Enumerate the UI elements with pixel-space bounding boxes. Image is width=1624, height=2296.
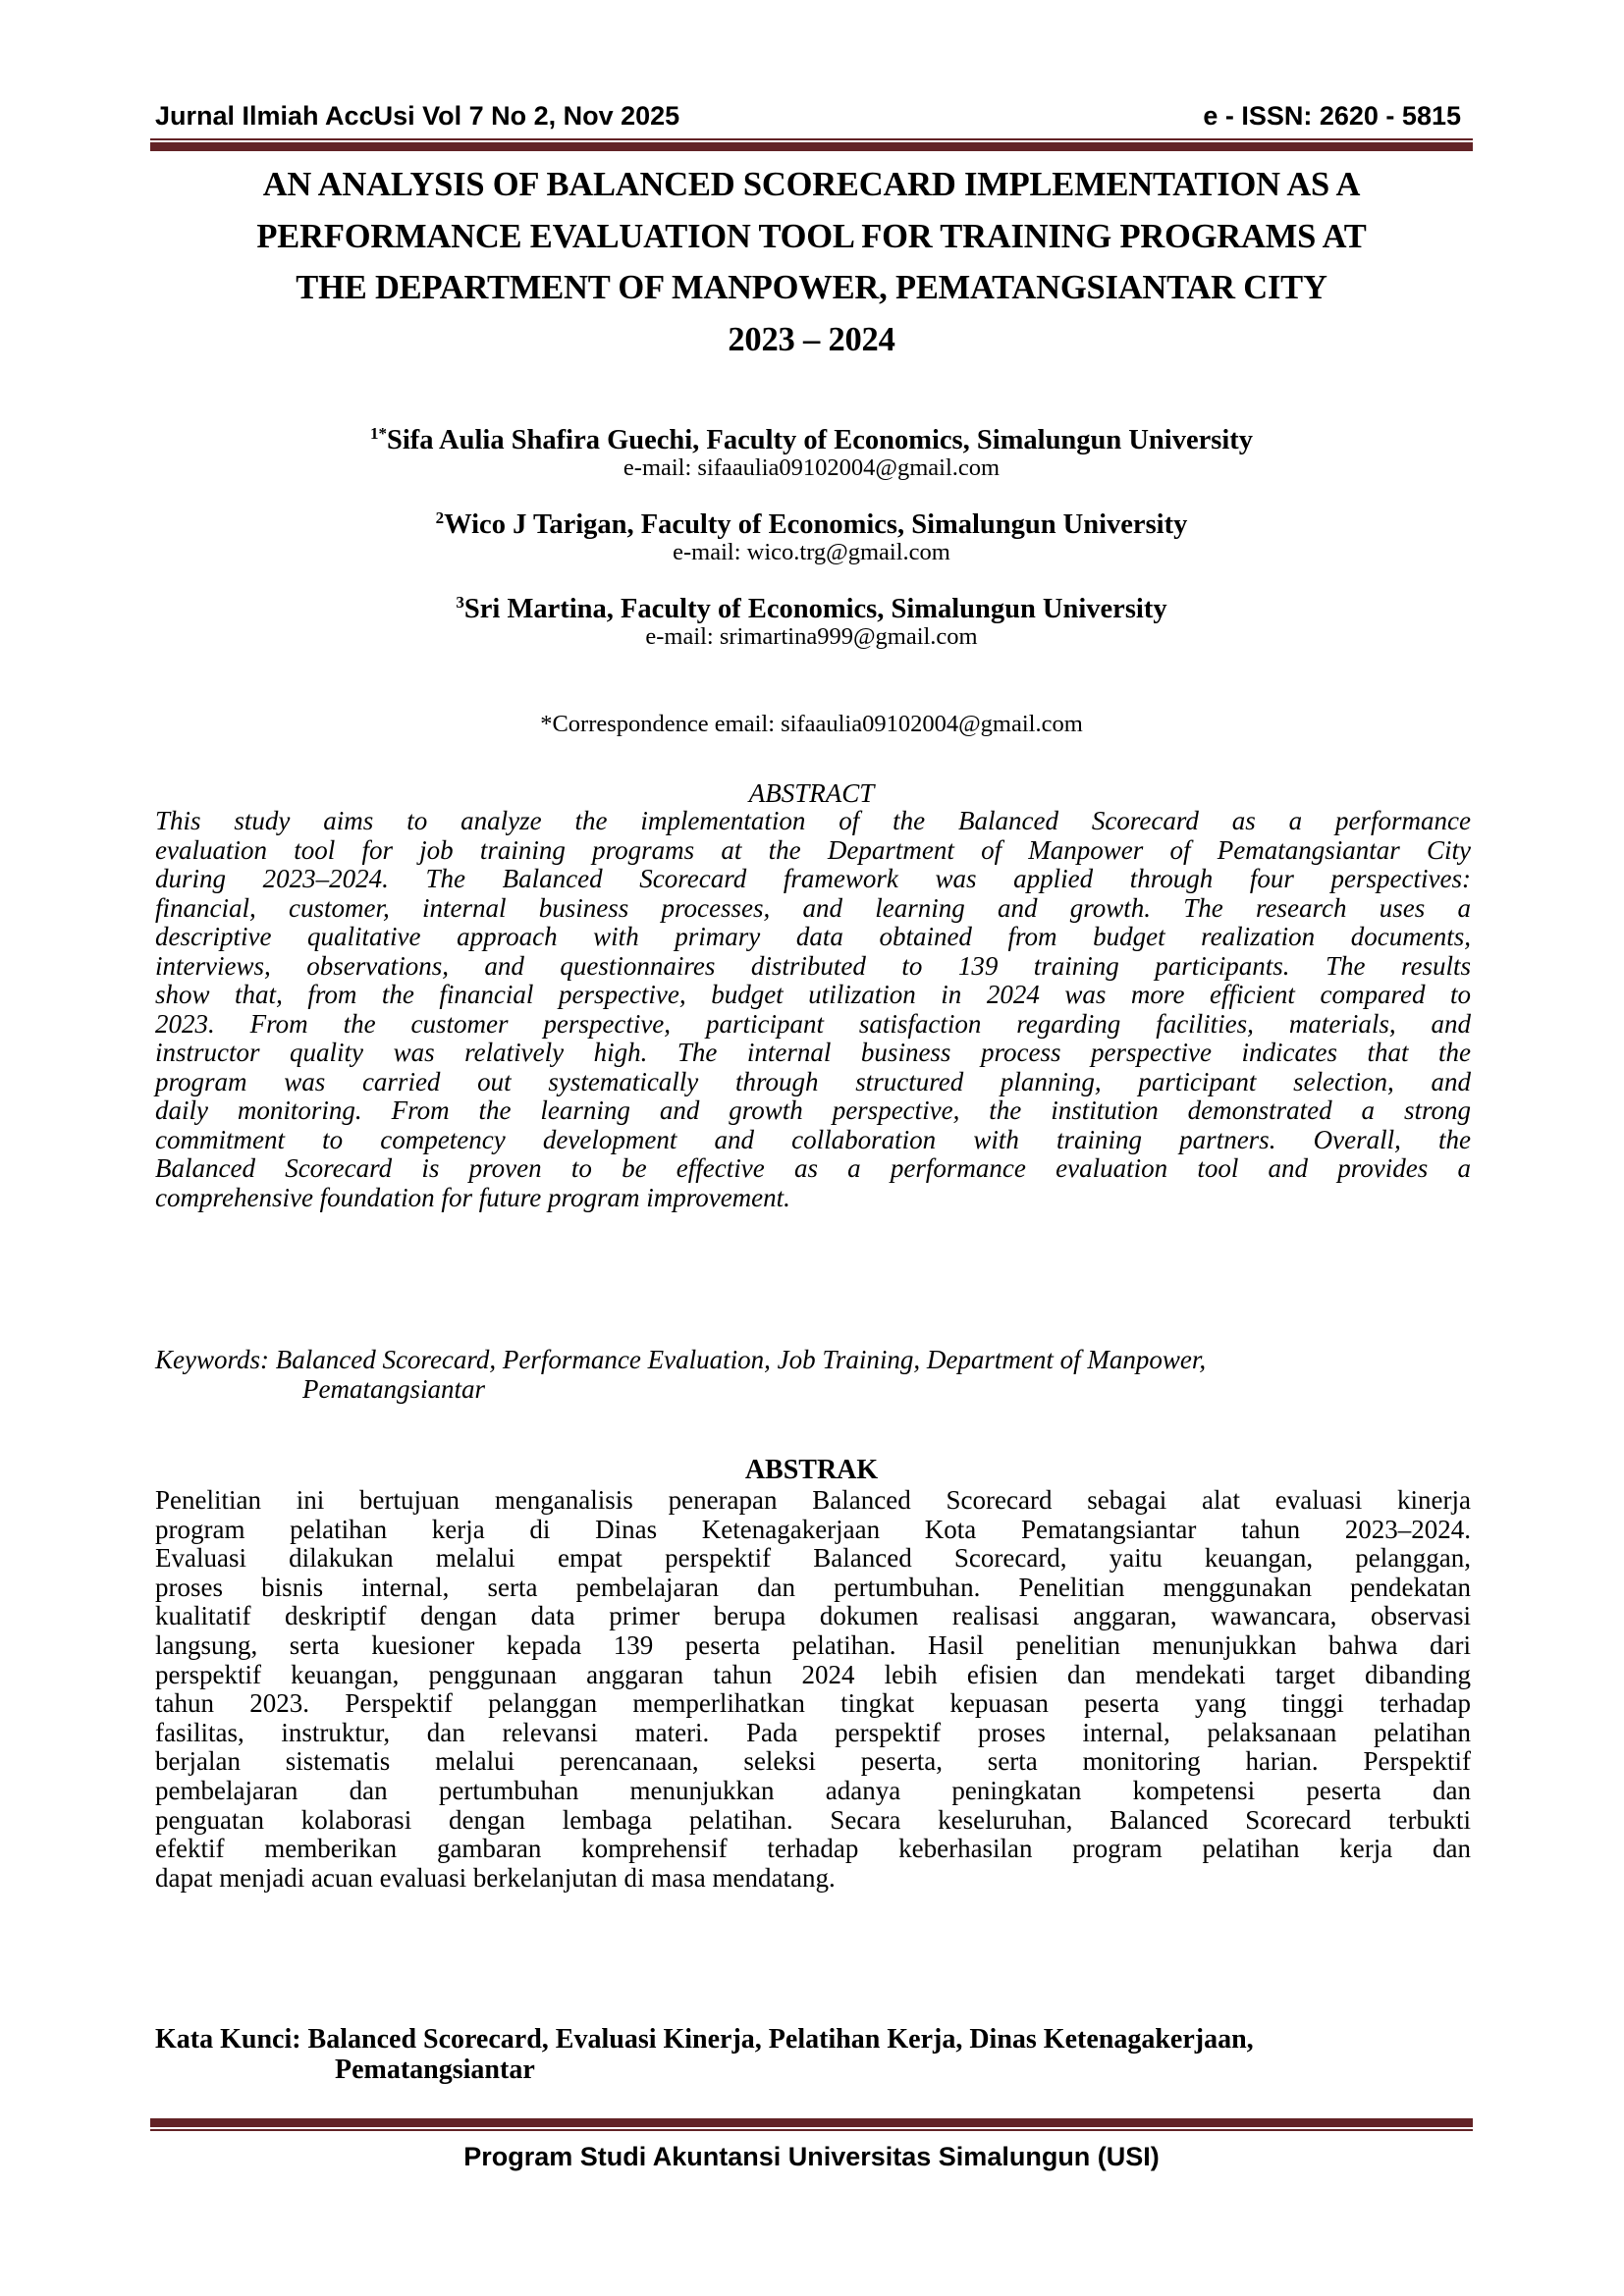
title-line: PERFORMANCE EVALUATION TOOL FOR TRAINING PROGRAMS AT (256, 217, 1367, 255)
title-line: 2023 – 2024 (728, 320, 895, 358)
author-name: $^3$Sri Martina, Faculty of Economics, Simalungun University (456, 593, 1167, 624)
author-email: e-mail: sifaaulia09102004@gmail.com (623, 454, 1001, 481)
abstract-keywords (155, 1345, 1471, 1404)
abstrak-line: berjalan sistematis melalui perencanaan, seleksi peserta, serta monitoring harian. Perspektif (155, 1746, 1471, 1777)
author-email: e-mail: wico.trg@gmail.com (673, 539, 950, 565)
author-name: $^{1*}$Sifa Aulia Shafira Guechi, Faculty of Economics, Simalungun University (370, 424, 1253, 455)
abstract-line: This study aims to analyze the implementation of the Balanced Scorecard as a performance (155, 806, 1471, 835)
abstract-line: descriptive qualitative approach with primary data obtained from budget realization documents, (155, 922, 1471, 951)
abstrak-line: dapat menjadi acuan evaluasi berkelanjutan di masa mendatang. (155, 1862, 836, 1893)
abstract-line: during 2023–2024. The Balanced Scorecard framework was applied through four perspectives: (155, 864, 1471, 893)
abstract-line: 2023. From the customer perspective, participant satisfaction regarding facilities, materials, and (155, 1008, 1471, 1039)
abstract-line: Balanced Scorecard is proven to be effective as a performance evaluation tool and provides a (155, 1153, 1471, 1183)
kata-kunci-line: Pematangsiantar (335, 2055, 535, 2085)
abstract-line: commitment to competency development and collaboration with training partners. Overall, the (155, 1124, 1471, 1154)
journal-name: Jurnal Ilmiah AccUsi Vol 7 No 2, Nov 2025 (155, 101, 680, 131)
author-name: $^2$Wico J Tarigan, Faculty of Economics, Simalungun University (435, 508, 1188, 540)
abstract-line: daily monitoring. From the learning and growth perspective, the institution demonstrated a strong (155, 1095, 1471, 1125)
author-marker: 3 (456, 593, 464, 612)
author-list (150, 426, 1473, 679)
author-marker: 2 (435, 508, 445, 527)
running-footer: Program Studi Akuntansi Universitas Simalungun (USI) (463, 2142, 1160, 2171)
abstrak-line: proses bisnis internal, serta pembelajaran dan pertumbuhan. Penelitian menggunakan pendekatan (155, 1572, 1471, 1602)
abstrak-line: Penelitian ini bertujuan menganalisis penerapan Balanced Scorecard sebagai alat evaluasi kinerja (155, 1485, 1471, 1515)
abstrak-line: perspektif keuangan, penggunaan anggaran tahun 2024 lebih efisien dan mendekati target dibanding (155, 1659, 1471, 1689)
abstract-line: interviews, observations, and questionnaires distributed to 139 training participants. The results (155, 950, 1471, 981)
author-email: e-mail: srimartina999@gmail.com (645, 623, 978, 650)
abstrak-keywords (155, 2024, 1471, 2085)
abstrak-line: kualitatif deskriptif dengan data primer berupa dokumen realisasi anggaran, wawancara, observasi (155, 1601, 1471, 1631)
issn: e - ISSN: 2620 - 5815 (1203, 101, 1461, 131)
abstrak-line: pembelajaran dan pertumbuhan menunjukkan adanya peningkatan kompetensi peserta dan (155, 1775, 1471, 1805)
abstrak-body (155, 1486, 1471, 1893)
abstract-body (155, 807, 1471, 1212)
abstrak-line: tahun 2023. Perspektif pelanggan memperlihatkan tingkat kepuasan peserta yang tinggi terhadap (155, 1688, 1471, 1719)
abstrak-line: langsung, serta kuesioner kepada 139 peserta pelatihan. Hasil penelitian menunjukkan bahwa dari (155, 1629, 1471, 1660)
kata-kunci-line: Kata Kunci: Balanced Scorecard, Evaluasi Kinerja, Pelatihan Kerja, Dinas Ketenagakerjaan, (155, 2024, 1254, 2055)
paper-title (150, 159, 1473, 365)
title-line: AN ANALYSIS OF BALANCED SCORECARD IMPLEMENTATION AS A (262, 166, 1361, 203)
title-line: THE DEPARTMENT OF MANPOWER, PEMATANGSIANTAR CITY (296, 269, 1327, 306)
abstract-line: comprehensive foundation for future program improvement. (155, 1182, 790, 1212)
abstract-line: show that, from the financial perspective, budget utilization in 2024 was more efficient compared to (155, 980, 1471, 1009)
footer-rule-thin (150, 2129, 1473, 2131)
abstract-heading: ABSTRACT (748, 778, 875, 808)
abstrak-line: program pelatihan kerja di Dinas Ketenagakerjaan Kota Pematangsiantar tahun 2023–2024. (155, 1514, 1471, 1544)
author-marker: 1* (370, 424, 387, 443)
header-rule-thin (150, 138, 1473, 140)
running-header (155, 96, 1461, 132)
abstract-line: financial, customer, internal business processes, and learning and growth. The research uses a (155, 892, 1471, 923)
header-rule-thick (150, 142, 1473, 151)
abstrak-line: penguatan kolaborasi dengan lembaga pelatihan. Secara keseluruhan, Balanced Scorecard terbukti (155, 1804, 1471, 1835)
abstrak-line: efektif memberikan gambaran komprehensif terhadap keberhasilan program pelatihan kerja dan (155, 1834, 1471, 1864)
footer-rule-thick (150, 2118, 1473, 2127)
abstract-line: instructor quality was relatively high. The internal business process perspective indicates that the (155, 1038, 1471, 1067)
correspondence-email: *Correspondence email: sifaaulia09102004@gmail.com (540, 711, 1083, 737)
abstrak-line: Evaluasi dilakukan melalui empat perspektif Balanced Scorecard, yaitu keuangan, pelanggan, (155, 1543, 1471, 1574)
keywords-line: Keywords: Balanced Scorecard, Performance Evaluation, Job Training, Department of Manpower, (155, 1345, 1207, 1374)
abstrak-heading: ABSTRAK (744, 1455, 879, 1485)
abstract-line: evaluation tool for job training programs at the Department of Manpower of Pematangsiantar City (155, 834, 1471, 865)
keywords-line: Pematangsiantar (302, 1374, 485, 1404)
abstract-line: program was carried out systematically through structured planning, participant selection, and (155, 1066, 1471, 1096)
abstrak-line: fasilitas, instruktur, dan relevansi materi. Pada perspektif proses internal, pelaksanaan pelatihan (155, 1717, 1471, 1747)
